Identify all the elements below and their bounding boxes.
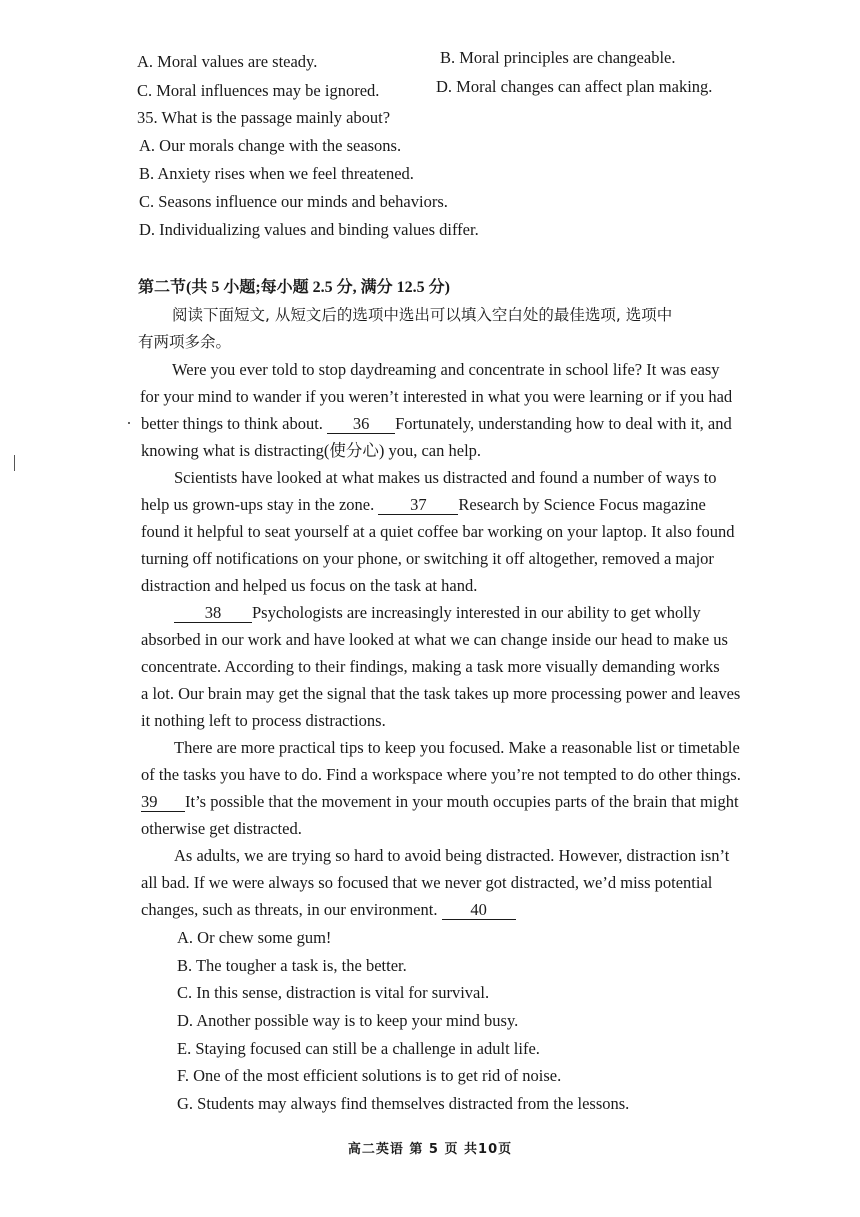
passage-p3-line1 [174, 602, 701, 624]
passage-p3-line2: absorbed in our work and have looked at what we can change inside our head to make us [141, 630, 728, 649]
blank-38: 38 [174, 604, 252, 623]
q34-option-d: D. Moral changes can affect plan making. [436, 77, 713, 96]
option-f: F. One of the most efficient solutions is to get rid of noise. [177, 1066, 562, 1085]
option-e: E. Staying focused can still be a challenge in adult life. [177, 1039, 540, 1058]
passage-p1-line3-end: Fortunately, understanding how to deal with it, and [395, 414, 732, 433]
blank-40: 40 [442, 901, 516, 920]
passage-p5-line3-start: changes, such as threats, in our environment. [141, 900, 438, 919]
passage-p3-line4: a lot. Our brain may get the signal that the task takes up more processing power and leaves [141, 684, 741, 703]
q35-option-b: B. Anxiety rises when we feel threatened. [139, 164, 414, 183]
q34-option-b: B. Moral principles are changeable. [440, 48, 676, 67]
option-c: C. In this sense, distraction is vital for survival. [177, 983, 490, 1002]
passage-p2-line4: turning off notifications on your phone, or switching it off altogether, removed a major [141, 549, 714, 568]
blank-39: 39 [141, 793, 185, 812]
option-b: B. The tougher a task is, the better. [177, 956, 407, 975]
q34-option-c: C. Moral influences may be ignored. [137, 81, 380, 100]
option-g: G. Students may always find themselves distracted from the lessons. [177, 1094, 630, 1113]
passage-p4-line2: of the tasks you have to do. Find a workspace where you’re not tempted to do other things. [141, 765, 741, 784]
passage-p1-line2: for your mind to wander if you weren’t interested in what you were learning or if you had [140, 387, 733, 406]
passage-p5-line2: all bad. If we were always so focused that we never got distracted, we’d miss potential [141, 873, 713, 892]
passage-p5-line1: As adults, we are trying so hard to avoid being distracted. However, distraction isn’t [174, 846, 730, 865]
passage-p4-line3 [141, 791, 739, 813]
section-instruction-line1: 阅读下面短文, 从短文后的选项中选出可以填入空白处的最佳选项, 选项中 [172, 306, 673, 324]
blank-36: 36 [327, 415, 395, 434]
passage-p2-line2-end: Research by Science Focus magazine [458, 495, 706, 514]
passage-p3-line1-end: Psychologists are increasingly interested in our ability to get wholly [252, 603, 701, 622]
option-a: A. Or chew some gum! [177, 928, 332, 947]
q35-stem: 35. What is the passage mainly about? [137, 108, 391, 127]
passage-p3-line3: concentrate. According to their findings, making a task more visually demanding works [141, 657, 720, 676]
passage-p2-line3: found it helpful to seat yourself at a quiet coffee bar working on your laptop. It also found [141, 522, 735, 541]
passage-p3-line5: it nothing left to process distractions. [141, 711, 386, 730]
q34-option-a: A. Moral values are steady. [137, 52, 318, 71]
passage-p4-line1: There are more practical tips to keep you focused. Make a reasonable list or timetable [174, 738, 740, 757]
blank-37: 37 [378, 496, 458, 515]
passage-p1-line4: knowing what is distracting(使分心) you, can help. [141, 441, 482, 460]
option-d: D. Another possible way is to keep your mind busy. [177, 1011, 519, 1030]
passage-p2-line2 [141, 494, 706, 516]
passage-p2-line1: Scientists have looked at what makes us distracted and found a number of ways to [174, 468, 717, 487]
scan-margin-mark [14, 455, 15, 471]
passage-p2-line2-start: help us grown-ups stay in the zone. [141, 495, 375, 514]
section-instruction-line2: 有两项多余。 [138, 333, 232, 351]
page-footer: 高二英语 第 5 页 共10页 [347, 1142, 513, 1157]
section-heading: 第二节(共 5 小题;每小题 2.5 分, 满分 12.5 分) [138, 279, 450, 296]
passage-p1-line3-start: better things to think about. [141, 414, 323, 433]
passage-p2-line5: distraction and helped us focus on the task at hand. [141, 576, 478, 595]
passage-p4-line4: otherwise get distracted. [141, 819, 302, 838]
passage-p1-line1: Were you ever told to stop daydreaming and concentrate in school life? It was easy [172, 360, 720, 379]
passage-p4-line3-end: It’s possible that the movement in your mouth occupies parts of the brain that might [185, 792, 739, 811]
passage-p5-line3 [141, 899, 516, 921]
q35-option-a: A. Our morals change with the seasons. [139, 136, 402, 155]
scan-dot-mark [128, 422, 130, 424]
passage-p1-line3 [141, 413, 732, 435]
q35-option-d: D. Individualizing values and binding values differ. [139, 220, 479, 239]
q35-option-c: C. Seasons influence our minds and behaviors. [139, 192, 448, 211]
